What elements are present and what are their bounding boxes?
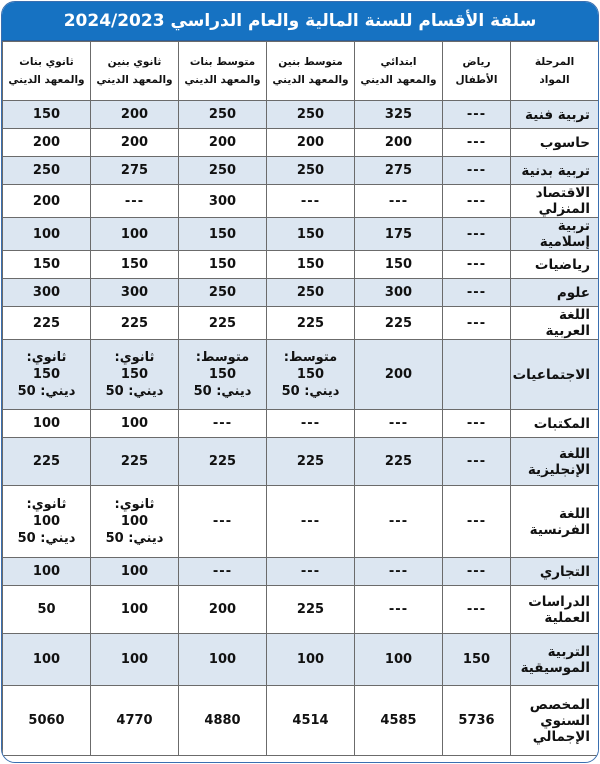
- value-cell: [355, 307, 443, 340]
- value-line: 100: [32, 226, 61, 242]
- value-line: 5060: [28, 713, 65, 728]
- value-line: ---: [212, 416, 233, 431]
- value-cell: [267, 251, 355, 279]
- value-line: ---: [466, 454, 487, 469]
- header-col-line2: الأطفال: [455, 74, 498, 86]
- value-line: 150: [384, 257, 413, 272]
- value-line: 100: [384, 652, 413, 667]
- header-col-line2: والمعهد الديني: [272, 74, 349, 86]
- value-cell: [179, 307, 267, 340]
- value-line: ---: [300, 193, 321, 209]
- allowance-table: [2, 41, 599, 756]
- value-cell: [91, 307, 179, 340]
- subject-label-line: الدراسات: [528, 593, 590, 610]
- header-col-line1: ابتدائي: [380, 56, 417, 68]
- subject-label-line: الاقتصاد المنزلي: [535, 185, 590, 217]
- value-cell: [3, 218, 91, 251]
- header-col-line2: والمعهد الديني: [184, 74, 261, 86]
- value-cell: [443, 438, 511, 486]
- value-line: 150: [32, 257, 61, 272]
- subject-label-line: المخصص: [529, 696, 590, 713]
- value-cell: [179, 486, 267, 558]
- value-cell: [91, 279, 179, 307]
- subject-label-line: العملية: [544, 609, 590, 626]
- value-line: 325: [384, 107, 413, 122]
- header-corner: [511, 42, 599, 101]
- value-cell: [91, 410, 179, 438]
- value-cell: [267, 218, 355, 251]
- value-cell: [443, 101, 511, 129]
- value-cell: [3, 185, 91, 218]
- value-cell: [179, 279, 267, 307]
- subject-label-line: تربية بدنية: [521, 162, 590, 179]
- subject-label-line: الإجمالي: [532, 728, 590, 745]
- header-col-line2: والمعهد الديني: [360, 74, 437, 86]
- value-cell: [179, 438, 267, 486]
- value-cell: [3, 157, 91, 185]
- header-col-line1: رياض: [462, 56, 491, 68]
- value-cell: [267, 486, 355, 558]
- value-line: 100: [120, 226, 149, 242]
- value-line: 200: [32, 135, 61, 150]
- subject-label-line: تربية فنية: [525, 106, 590, 123]
- header-col-line2: والمعهد الديني: [96, 74, 173, 86]
- value-cell: [3, 686, 91, 756]
- subject-cell: [511, 438, 599, 486]
- value-line: 275: [384, 163, 413, 178]
- value-cell: [3, 251, 91, 279]
- value-cell: [355, 686, 443, 756]
- value-cell: [267, 129, 355, 157]
- value-cell: [91, 218, 179, 251]
- value-cell: [355, 129, 443, 157]
- value-line: ---: [466, 315, 487, 331]
- value-line: 300: [120, 285, 149, 300]
- value-cell: [3, 634, 91, 686]
- value-line: 4514: [292, 713, 329, 728]
- value-line: 225: [32, 454, 61, 469]
- value-cell: [179, 218, 267, 251]
- value-line: ديني: 50: [17, 384, 76, 399]
- value-line: ديني: 50: [105, 531, 164, 546]
- table-row: [3, 218, 599, 251]
- value-cell: [267, 307, 355, 340]
- subject-label-line: التجاري: [539, 563, 590, 580]
- value-line: 4880: [204, 713, 241, 728]
- value-cell: [355, 101, 443, 129]
- table-row: [3, 634, 599, 686]
- value-cell: [91, 185, 179, 218]
- table-row: [3, 340, 599, 410]
- value-cell: [267, 558, 355, 586]
- value-cell: [91, 157, 179, 185]
- value-cell: [91, 251, 179, 279]
- subject-label-line: الإنجليزية: [527, 461, 590, 478]
- table-body: [3, 42, 599, 756]
- value-line: 150: [296, 226, 325, 242]
- table-row: [3, 586, 599, 634]
- value-cell: [267, 438, 355, 486]
- subject-cell: [511, 129, 599, 157]
- subject-label-line: اللغة: [558, 445, 590, 462]
- value-line: ديني: 50: [105, 384, 164, 399]
- subject-label-line: اللغة الفرنسية: [529, 505, 590, 538]
- value-line: ---: [466, 285, 487, 300]
- value-line: ---: [300, 564, 321, 579]
- value-cell: [443, 218, 511, 251]
- value-cell: [91, 634, 179, 686]
- value-line: ---: [212, 564, 233, 579]
- value-cell: [3, 558, 91, 586]
- value-line: ثانوي:: [26, 497, 67, 512]
- value-cell: [267, 279, 355, 307]
- subject-cell: [511, 101, 599, 129]
- value-cell: [179, 634, 267, 686]
- value-cell: [355, 218, 443, 251]
- value-line: 225: [32, 315, 61, 331]
- value-line: 300: [32, 285, 61, 300]
- value-line: 150: [462, 652, 491, 667]
- table-row: [3, 157, 599, 185]
- value-cell: [267, 101, 355, 129]
- value-cell: [443, 129, 511, 157]
- value-line: ---: [388, 416, 409, 431]
- subject-cell: [511, 218, 599, 251]
- table-row: [3, 686, 599, 756]
- header-col-line1: ثانوي بنات: [19, 56, 74, 68]
- value-line: 225: [120, 454, 149, 469]
- subject-cell: [511, 686, 599, 756]
- header-col-line1: متوسط بنين: [278, 56, 343, 68]
- value-line: 200: [120, 107, 149, 122]
- subject-cell: [511, 279, 599, 307]
- value-line: ثانوي:: [114, 497, 155, 512]
- value-cell: [179, 340, 267, 410]
- value-line: 200: [384, 135, 413, 150]
- value-line: 100: [120, 564, 149, 579]
- value-line: 250: [208, 163, 237, 178]
- header-col-secondary-girls: [3, 42, 91, 101]
- value-line: 250: [296, 107, 325, 122]
- subject-label-line: الاجتماعيات: [512, 366, 590, 383]
- value-cell: [443, 307, 511, 340]
- value-line: 225: [296, 315, 325, 331]
- subject-cell: [511, 157, 599, 185]
- value-line: متوسط:: [283, 350, 338, 365]
- allowance-table-card: [1, 1, 599, 763]
- value-line: 150: [120, 367, 149, 382]
- value-cell: [443, 634, 511, 686]
- value-line: 225: [208, 315, 237, 331]
- subject-label-line: السنوي: [540, 712, 590, 729]
- value-cell: [355, 410, 443, 438]
- subject-cell: [511, 307, 599, 340]
- table-row: [3, 486, 599, 558]
- value-cell: [443, 486, 511, 558]
- value-cell: [3, 101, 91, 129]
- value-cell: [355, 157, 443, 185]
- subject-label-line: اللغة العربية: [545, 307, 590, 339]
- header-col-secondary-boys: [91, 42, 179, 101]
- header-stage-label: المرحلة: [534, 56, 575, 68]
- value-line: 200: [32, 193, 61, 209]
- subject-label-line: المكتبات: [533, 415, 590, 432]
- table-row: [3, 438, 599, 486]
- value-cell: [267, 157, 355, 185]
- value-cell: [179, 185, 267, 218]
- header-col-line1: ثانوي بنين: [107, 56, 162, 68]
- value-line: 200: [384, 367, 413, 382]
- table-row: [3, 279, 599, 307]
- value-cell: [179, 251, 267, 279]
- value-cell: [355, 340, 443, 410]
- value-line: 300: [208, 193, 237, 209]
- value-cell: [443, 279, 511, 307]
- value-cell: [3, 340, 91, 410]
- value-line: 225: [296, 454, 325, 469]
- table-title: سلفة الأقسام للسنة المالية والعام الدراسي 2024/2023: [2, 2, 598, 41]
- value-line: ---: [466, 257, 487, 272]
- subject-cell: [511, 251, 599, 279]
- table-row: [3, 307, 599, 340]
- subject-cell: [511, 634, 599, 686]
- header-col-primary: [355, 42, 443, 101]
- value-line: ---: [466, 107, 487, 122]
- value-line: ---: [300, 514, 321, 529]
- value-cell: [91, 686, 179, 756]
- value-line: ---: [466, 514, 487, 529]
- value-cell: [91, 586, 179, 634]
- value-cell: [443, 251, 511, 279]
- value-cell: [91, 486, 179, 558]
- value-line: 225: [384, 454, 413, 469]
- value-line: 100: [120, 602, 149, 617]
- subject-label-line: تربية إسلامية: [539, 218, 590, 250]
- header-col-line2: والمعهد الديني: [8, 74, 85, 86]
- value-cell: [355, 486, 443, 558]
- value-line: ---: [466, 193, 487, 209]
- value-cell: [179, 157, 267, 185]
- subject-cell: [511, 586, 599, 634]
- value-cell: [443, 410, 511, 438]
- value-line: 150: [120, 257, 149, 272]
- value-line: ديني: 50: [17, 531, 76, 546]
- value-cell: [355, 279, 443, 307]
- value-cell: [443, 558, 511, 586]
- value-line: 100: [120, 514, 149, 529]
- table-row: [3, 129, 599, 157]
- value-line: 150: [32, 367, 61, 382]
- value-line: ثانوي:: [114, 350, 155, 365]
- value-cell: [3, 129, 91, 157]
- value-line: 100: [120, 416, 149, 431]
- subject-cell: [511, 340, 599, 410]
- value-line: ---: [300, 416, 321, 431]
- value-line: ---: [388, 514, 409, 529]
- header-col-kindergarten: [443, 42, 511, 101]
- value-line: ---: [124, 193, 145, 209]
- value-line: 150: [208, 257, 237, 272]
- value-line: 50: [37, 602, 56, 617]
- value-cell: [179, 586, 267, 634]
- value-line: 200: [208, 602, 237, 617]
- value-line: 275: [120, 163, 149, 178]
- subject-cell: [511, 558, 599, 586]
- value-cell: [179, 410, 267, 438]
- value-cell: [3, 279, 91, 307]
- value-line: 225: [120, 315, 149, 331]
- value-line: 200: [208, 135, 237, 150]
- header-col-intermediate-girls: [179, 42, 267, 101]
- value-cell: [267, 410, 355, 438]
- value-line: ديني: 50: [281, 384, 340, 399]
- value-cell: [355, 251, 443, 279]
- value-line: ---: [466, 226, 487, 242]
- table-row: [3, 101, 599, 129]
- value-line: ---: [388, 193, 409, 209]
- value-line: متوسط:: [195, 350, 250, 365]
- value-line: ---: [212, 514, 233, 529]
- header-row: [3, 42, 599, 101]
- value-line: ---: [466, 163, 487, 178]
- value-cell: [355, 438, 443, 486]
- value-line: 200: [296, 135, 325, 150]
- header-subjects-label: المواد: [539, 74, 570, 86]
- value-line: 225: [208, 454, 237, 469]
- table-row: [3, 410, 599, 438]
- value-line: 100: [296, 652, 325, 667]
- value-line: ثانوي:: [26, 350, 67, 365]
- value-cell: [3, 486, 91, 558]
- value-line: 100: [32, 652, 61, 667]
- subject-label-line: الموسيقية: [520, 659, 590, 676]
- value-line: 200: [120, 135, 149, 150]
- value-line: 150: [296, 367, 325, 382]
- value-line: 150: [296, 257, 325, 272]
- value-line: 250: [296, 163, 325, 178]
- value-line: 250: [208, 285, 237, 300]
- value-line: 225: [384, 315, 413, 331]
- value-cell: [267, 340, 355, 410]
- value-cell: [267, 185, 355, 218]
- value-cell: [179, 129, 267, 157]
- value-cell: [3, 438, 91, 486]
- value-cell: [443, 185, 511, 218]
- subject-label-line: حاسوب: [539, 134, 590, 151]
- header-col-line1: متوسط بنات: [189, 56, 256, 68]
- value-line: 150: [208, 367, 237, 382]
- value-line: 100: [32, 564, 61, 579]
- value-cell: [355, 558, 443, 586]
- subject-cell: [511, 185, 599, 218]
- value-cell: [443, 340, 511, 410]
- value-cell: [355, 634, 443, 686]
- value-line: 100: [32, 514, 61, 529]
- value-cell: [443, 157, 511, 185]
- value-cell: [91, 558, 179, 586]
- value-line: 225: [296, 602, 325, 617]
- value-line: ---: [466, 135, 487, 150]
- value-line: 150: [32, 107, 61, 122]
- value-cell: [91, 438, 179, 486]
- subject-label-line: علوم: [556, 284, 590, 301]
- value-line: 100: [32, 416, 61, 431]
- subject-label-line: التربية: [547, 643, 590, 660]
- value-line: 250: [32, 163, 61, 178]
- table-row: [3, 185, 599, 218]
- subject-cell: [511, 410, 599, 438]
- value-cell: [3, 410, 91, 438]
- subject-label-line: رياضيات: [534, 256, 590, 273]
- table-row: [3, 251, 599, 279]
- value-line: 250: [296, 285, 325, 300]
- value-line: ---: [466, 416, 487, 431]
- value-cell: [267, 586, 355, 634]
- header-col-intermediate-boys: [267, 42, 355, 101]
- value-cell: [91, 129, 179, 157]
- value-cell: [179, 101, 267, 129]
- value-cell: [3, 307, 91, 340]
- value-cell: [91, 340, 179, 410]
- value-line: 4770: [116, 713, 153, 728]
- value-line: 100: [120, 652, 149, 667]
- value-cell: [355, 185, 443, 218]
- table-row: [3, 558, 599, 586]
- value-line: ---: [466, 564, 487, 579]
- value-cell: [355, 586, 443, 634]
- value-line: ---: [388, 564, 409, 579]
- value-cell: [179, 686, 267, 756]
- value-line: 4585: [380, 713, 417, 728]
- value-line: ---: [388, 602, 409, 617]
- value-cell: [267, 686, 355, 756]
- value-cell: [179, 558, 267, 586]
- value-line: ديني: 50: [193, 384, 252, 399]
- value-cell: [267, 634, 355, 686]
- value-line: ---: [466, 602, 487, 617]
- value-line: 100: [208, 652, 237, 667]
- value-line: 150: [208, 226, 237, 242]
- subject-cell: [511, 486, 599, 558]
- value-line: 250: [208, 107, 237, 122]
- value-cell: [91, 101, 179, 129]
- value-line: 300: [384, 285, 413, 300]
- value-line: 5736: [458, 713, 495, 728]
- value-cell: [443, 586, 511, 634]
- value-line: 175: [384, 226, 413, 242]
- value-cell: [3, 586, 91, 634]
- value-cell: [443, 686, 511, 756]
